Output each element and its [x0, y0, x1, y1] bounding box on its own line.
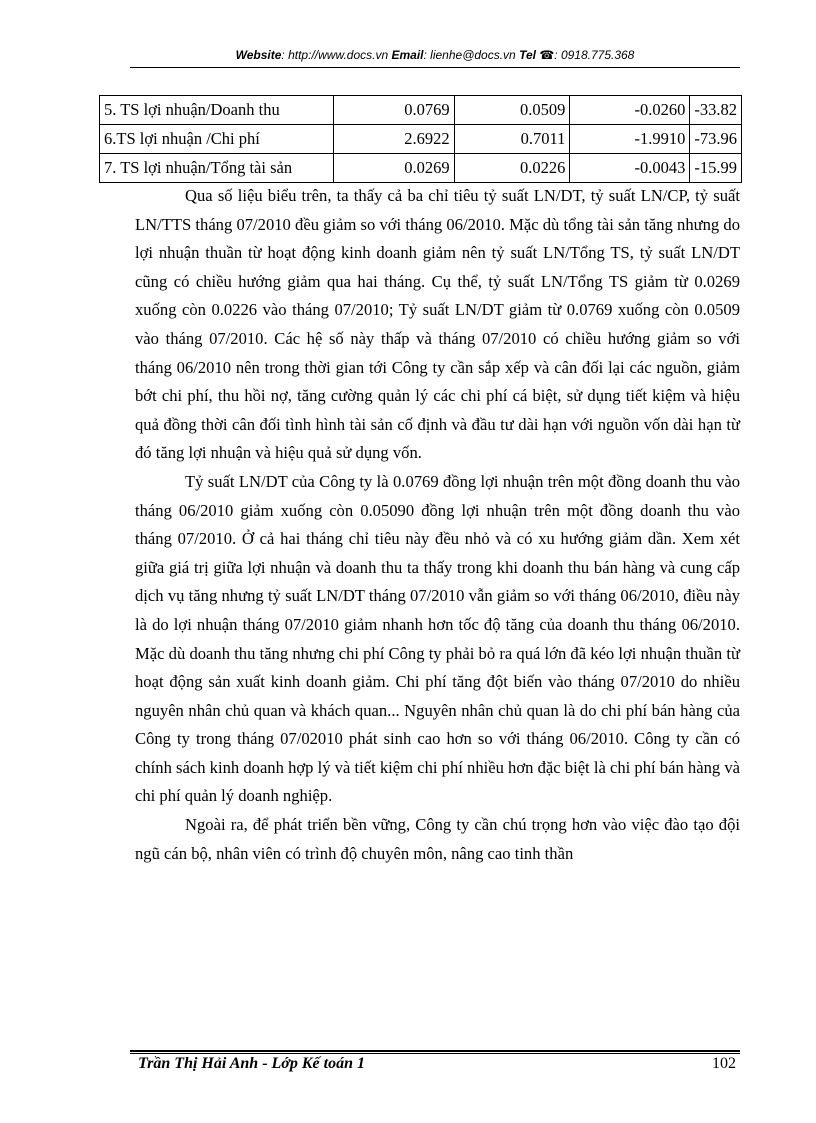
cell-value: 0.0269 — [334, 154, 454, 183]
page-number: 102 — [712, 1055, 736, 1072]
cell-value: -0.0260 — [570, 96, 690, 125]
body-text — [135, 182, 740, 868]
tel-label: Tel — [519, 48, 536, 62]
cell-value: -73.96 — [690, 125, 742, 154]
ratio-table — [99, 95, 742, 183]
website-label: Website — [235, 48, 282, 62]
cell-value: 0.0226 — [454, 154, 570, 183]
header-divider — [130, 67, 740, 68]
email-label: Email — [391, 48, 424, 62]
paragraph: Qua số liệu biểu trên, ta thấy cả ba chỉ tiêu tỷ suất LN/DT, tỷ suất LN/CP, tỷ suất LN/TTS tháng 07/2010 đều giảm so với tháng 06/2010. Mặc dù tổng tài sản tăng nhưng do lợi nhuận thuần từ hoạt động kinh doanh giảm nên tỷ suất LN/Tổng TS, tỷ suất LN/DT cũng có chiều hướng giảm qua hai tháng. Cụ thể, tỷ suất LN/Tổng TS giảm từ 0.0269 xuống còn 0.0226 vào tháng 07/2010; Tỷ suất LN/DT giảm từ 0.0769 xuống còn 0.0509 vào tháng 07/2010. Các hệ số này thấp và tháng 07/2010 có chiều hướng giảm so với tháng 06/2010 nên trong thời gian tới Công ty cần sắp xếp và cân đối lại các nguồn, giảm bớt chi phí, thu hồi nợ, tăng cường quản lý các chi phí cá biệt, sử dụng tiết kiệm và hiệu quả đồng thời cân đối tình hình tài sản cố định và đầu tư dài hạn với nguồn vốn dài hạn từ đó tăng lợi nhuận và hiệu quả sử dụng vốn. — [135, 186, 740, 463]
footer-author: Trần Thị Hải Anh - Lớp Kế toán 1 — [138, 1055, 365, 1072]
table-row — [100, 96, 742, 125]
cell-value: 0.0769 — [334, 96, 454, 125]
cell-value: -1.9910 — [570, 125, 690, 154]
tel-value: : 0918.775.368 — [554, 48, 635, 62]
page-header — [130, 48, 740, 62]
paragraph: Tỷ suất LN/DT của Công ty là 0.0769 đồng lợi nhuận trên một đồng doanh thu vào tháng 06/2010 giảm xuống còn 0.05090 đồng lợi nhuận trên một đồng doanh thu vào tháng 07/2010. Ở cả hai tháng chỉ tiêu này đều nhỏ và có xu hướng giảm dần. Xem xét giữa giá trị giữa lợi nhuận và doanh thu ta thấy trong khi doanh thu bán hàng và cung cấp dịch vụ tăng nhưng tỷ suất LN/DT tháng 07/2010 vẫn giảm so với tháng 06/2010, điều này là do lợi nhuận tháng 07/2010 giảm nhanh hơn tốc độ tăng của doanh thu tháng 06/2010. Mặc dù doanh thu tăng nhưng chi phí Công ty phải bỏ ra quá lớn đã kéo lợi nhuận thuần từ hoạt động sản xuất kinh doanh giảm. Chi phí tăng đột biến vào tháng 07/2010 do nhiều nguyên nhân chủ quan và khách quan... Nguyên nhân chủ quan là do chi phí bán hàng của Công ty trong tháng 07/02010 phát sinh cao hơn so với tháng 06/2010. Công ty cần có chính sách kinh doanh hợp lý và tiết kiệm chi phí nhiều hơn đặc biệt là chi phí bán hàng và chi phí quản lý doanh nghiệp. — [135, 471, 740, 806]
footer-divider-thin — [130, 1053, 740, 1054]
table-row — [100, 125, 742, 154]
footer-divider — [130, 1050, 740, 1052]
row-name: 6.TS lợi nhuận /Chi phí — [100, 125, 334, 154]
cell-value: 2.6922 — [334, 125, 454, 154]
cell-value: -15.99 — [690, 154, 742, 183]
email-value: : lienhe@docs.vn — [423, 48, 516, 62]
cell-value: -0.0043 — [570, 154, 690, 183]
website-value: : http://www.docs.vn — [281, 48, 389, 62]
table-row — [100, 154, 742, 183]
cell-value: 0.0509 — [454, 96, 570, 125]
cell-value: -33.82 — [690, 96, 742, 125]
row-name: 7. TS lợi nhuận/Tổng tài sản — [100, 154, 334, 183]
row-name: 5. TS lợi nhuận/Doanh thu — [100, 96, 334, 125]
paragraph: Ngoài ra, để phát triển bền vững, Công ty cần chú trọng hơn vào việc đào tạo đội ngũ cán bộ, nhân viên có trình độ chuyên môn, nâng cao tinh thần — [135, 815, 740, 863]
phone-icon: ☎ — [539, 48, 555, 62]
cell-value: 0.7011 — [454, 125, 570, 154]
